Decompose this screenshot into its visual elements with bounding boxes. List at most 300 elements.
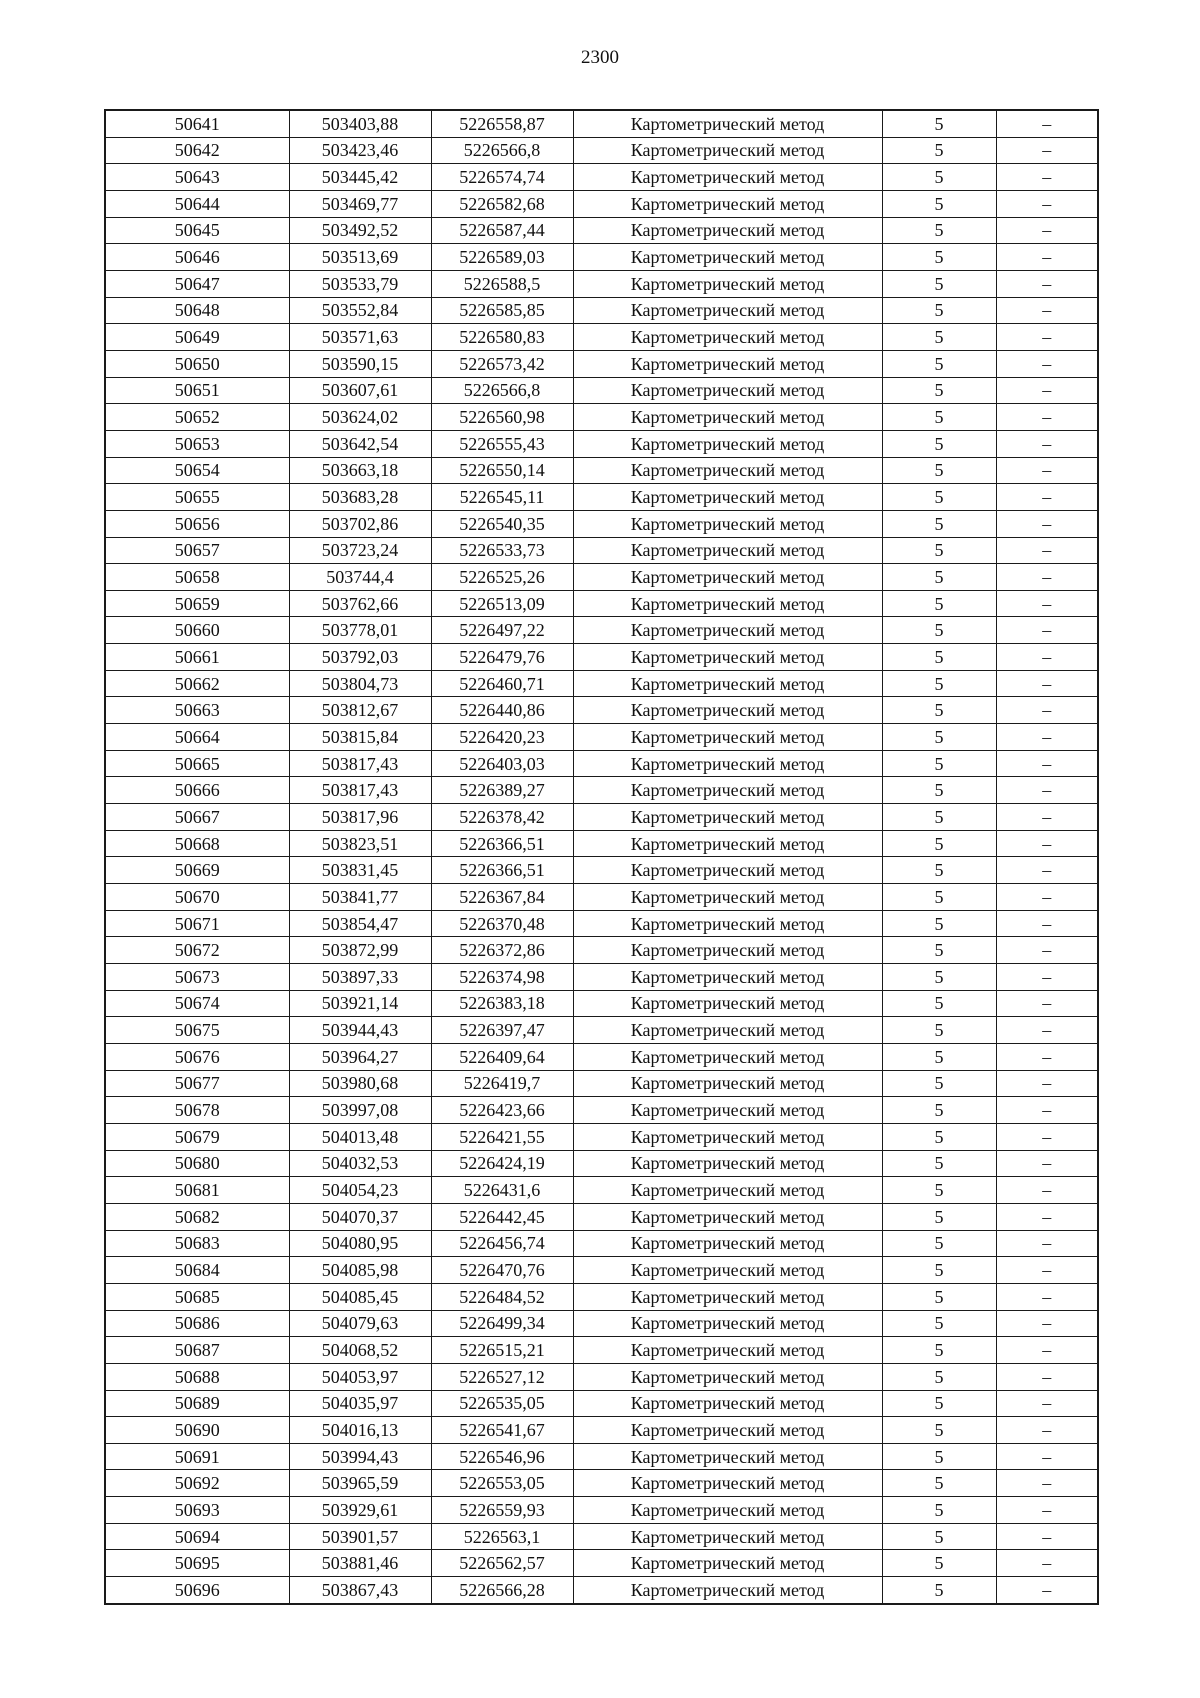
x-coordinate-cell: 504080,95: [289, 1230, 431, 1257]
table-row: [105, 1123, 1098, 1150]
coordinates-table-body: [105, 110, 1098, 1604]
method-cell: Картометрический метод: [573, 1097, 882, 1124]
point-number-cell: 50662: [105, 670, 289, 697]
x-coordinate-cell: 503841,77: [289, 884, 431, 911]
y-coordinate-cell: 5226470,76: [431, 1257, 573, 1284]
x-coordinate-cell: 503723,24: [289, 537, 431, 564]
method-cell: Картометрический метод: [573, 137, 882, 164]
description-cell: –: [996, 937, 1098, 964]
y-coordinate-cell: 5226585,85: [431, 297, 573, 324]
y-coordinate-cell: 5226484,52: [431, 1283, 573, 1310]
description-cell: –: [996, 564, 1098, 591]
description-cell: –: [996, 1203, 1098, 1230]
point-number-cell: 50677: [105, 1070, 289, 1097]
description-cell: –: [996, 857, 1098, 884]
x-coordinate-cell: 503980,68: [289, 1070, 431, 1097]
y-coordinate-cell: 5226574,74: [431, 164, 573, 191]
y-coordinate-cell: 5226499,34: [431, 1310, 573, 1337]
accuracy-cell: 5: [882, 990, 996, 1017]
x-coordinate-cell: 503815,84: [289, 724, 431, 751]
description-cell: –: [996, 510, 1098, 537]
table-row: [105, 1443, 1098, 1470]
x-coordinate-cell: 503831,45: [289, 857, 431, 884]
point-number-cell: 50669: [105, 857, 289, 884]
x-coordinate-cell: 503854,47: [289, 910, 431, 937]
table-row: [105, 297, 1098, 324]
method-cell: Картометрический метод: [573, 884, 882, 911]
accuracy-cell: 5: [882, 1017, 996, 1044]
table-row: [105, 990, 1098, 1017]
accuracy-cell: 5: [882, 1097, 996, 1124]
point-number-cell: 50659: [105, 590, 289, 617]
x-coordinate-cell: 503823,51: [289, 830, 431, 857]
point-number-cell: 50675: [105, 1017, 289, 1044]
description-cell: –: [996, 457, 1098, 484]
x-coordinate-cell: 503812,67: [289, 697, 431, 724]
method-cell: Картометрический метод: [573, 1523, 882, 1550]
table-row: [105, 1337, 1098, 1364]
y-coordinate-cell: 5226535,05: [431, 1390, 573, 1417]
accuracy-cell: 5: [882, 617, 996, 644]
table-row: [105, 270, 1098, 297]
description-cell: –: [996, 537, 1098, 564]
y-coordinate-cell: 5226550,14: [431, 457, 573, 484]
y-coordinate-cell: 5226546,96: [431, 1443, 573, 1470]
table-row: [105, 644, 1098, 671]
method-cell: Картометрический метод: [573, 590, 882, 617]
accuracy-cell: 5: [882, 830, 996, 857]
table-row: [105, 777, 1098, 804]
method-cell: Картометрический метод: [573, 1497, 882, 1524]
accuracy-cell: 5: [882, 1203, 996, 1230]
point-number-cell: 50682: [105, 1203, 289, 1230]
description-cell: –: [996, 1230, 1098, 1257]
y-coordinate-cell: 5226431,6: [431, 1177, 573, 1204]
y-coordinate-cell: 5226540,35: [431, 510, 573, 537]
table-row: [105, 1417, 1098, 1444]
accuracy-cell: 5: [882, 537, 996, 564]
table-row: [105, 1283, 1098, 1310]
point-number-cell: 50671: [105, 910, 289, 937]
coordinates-table: [104, 109, 1099, 1605]
method-cell: Картометрический метод: [573, 617, 882, 644]
accuracy-cell: 5: [882, 804, 996, 831]
x-coordinate-cell: 504068,52: [289, 1337, 431, 1364]
method-cell: Картометрический метод: [573, 190, 882, 217]
method-cell: Картометрический метод: [573, 1550, 882, 1577]
y-coordinate-cell: 5226366,51: [431, 830, 573, 857]
description-cell: –: [996, 1497, 1098, 1524]
method-cell: Картометрический метод: [573, 1443, 882, 1470]
x-coordinate-cell: 504079,63: [289, 1310, 431, 1337]
accuracy-cell: 5: [882, 1363, 996, 1390]
accuracy-cell: 5: [882, 1123, 996, 1150]
point-number-cell: 50685: [105, 1283, 289, 1310]
accuracy-cell: 5: [882, 457, 996, 484]
description-cell: –: [996, 404, 1098, 431]
x-coordinate-cell: 503445,42: [289, 164, 431, 191]
y-coordinate-cell: 5226545,11: [431, 484, 573, 511]
accuracy-cell: 5: [882, 377, 996, 404]
description-cell: –: [996, 1017, 1098, 1044]
table-row: [105, 1177, 1098, 1204]
x-coordinate-cell: 503867,43: [289, 1577, 431, 1604]
description-cell: –: [996, 1417, 1098, 1444]
y-coordinate-cell: 5226555,43: [431, 430, 573, 457]
page-number: 2300: [581, 47, 619, 68]
point-number-cell: 50670: [105, 884, 289, 911]
table-row: [105, 217, 1098, 244]
point-number-cell: 50653: [105, 430, 289, 457]
y-coordinate-cell: 5226587,44: [431, 217, 573, 244]
description-cell: –: [996, 270, 1098, 297]
accuracy-cell: 5: [882, 484, 996, 511]
accuracy-cell: 5: [882, 510, 996, 537]
description-cell: –: [996, 324, 1098, 351]
x-coordinate-cell: 504032,53: [289, 1150, 431, 1177]
description-cell: –: [996, 590, 1098, 617]
point-number-cell: 50684: [105, 1257, 289, 1284]
method-cell: Картометрический метод: [573, 270, 882, 297]
accuracy-cell: 5: [882, 244, 996, 271]
point-number-cell: 50650: [105, 350, 289, 377]
point-number-cell: 50644: [105, 190, 289, 217]
table-row: [105, 1550, 1098, 1577]
table-row: [105, 1043, 1098, 1070]
y-coordinate-cell: 5226515,21: [431, 1337, 573, 1364]
method-cell: Картометрический метод: [573, 457, 882, 484]
method-cell: Картометрический метод: [573, 1123, 882, 1150]
x-coordinate-cell: 503994,43: [289, 1443, 431, 1470]
method-cell: Картометрический метод: [573, 1283, 882, 1310]
accuracy-cell: 5: [882, 1390, 996, 1417]
description-cell: –: [996, 910, 1098, 937]
description-cell: –: [996, 1070, 1098, 1097]
table-row: [105, 724, 1098, 751]
accuracy-cell: 5: [882, 724, 996, 751]
point-number-cell: 50668: [105, 830, 289, 857]
point-number-cell: 50681: [105, 1177, 289, 1204]
accuracy-cell: 5: [882, 564, 996, 591]
table-row: [105, 964, 1098, 991]
point-number-cell: 50672: [105, 937, 289, 964]
x-coordinate-cell: 504013,48: [289, 1123, 431, 1150]
y-coordinate-cell: 5226527,12: [431, 1363, 573, 1390]
table-row: [105, 110, 1098, 137]
table-row: [105, 324, 1098, 351]
description-cell: –: [996, 964, 1098, 991]
x-coordinate-cell: 503702,86: [289, 510, 431, 537]
method-cell: Картометрический метод: [573, 1043, 882, 1070]
method-cell: Картометрический метод: [573, 377, 882, 404]
method-cell: Картометрический метод: [573, 164, 882, 191]
table-row: [105, 1070, 1098, 1097]
y-coordinate-cell: 5226409,64: [431, 1043, 573, 1070]
y-coordinate-cell: 5226562,57: [431, 1550, 573, 1577]
y-coordinate-cell: 5226403,03: [431, 750, 573, 777]
method-cell: Картометрический метод: [573, 830, 882, 857]
method-cell: Картометрический метод: [573, 350, 882, 377]
y-coordinate-cell: 5226573,42: [431, 350, 573, 377]
accuracy-cell: 5: [882, 590, 996, 617]
point-number-cell: 50666: [105, 777, 289, 804]
table-row: [105, 1310, 1098, 1337]
y-coordinate-cell: 5226560,98: [431, 404, 573, 431]
method-cell: Картометрический метод: [573, 804, 882, 831]
x-coordinate-cell: 504085,98: [289, 1257, 431, 1284]
x-coordinate-cell: 503624,02: [289, 404, 431, 431]
y-coordinate-cell: 5226372,86: [431, 937, 573, 964]
x-coordinate-cell: 503744,4: [289, 564, 431, 591]
method-cell: Картометрический метод: [573, 1017, 882, 1044]
table-row: [105, 1390, 1098, 1417]
description-cell: –: [996, 1523, 1098, 1550]
point-number-cell: 50667: [105, 804, 289, 831]
x-coordinate-cell: 503881,46: [289, 1550, 431, 1577]
method-cell: Картометрический метод: [573, 564, 882, 591]
table-row: [105, 1097, 1098, 1124]
description-cell: –: [996, 1257, 1098, 1284]
method-cell: Картометрический метод: [573, 990, 882, 1017]
point-number-cell: 50647: [105, 270, 289, 297]
x-coordinate-cell: 503571,63: [289, 324, 431, 351]
table-row: [105, 750, 1098, 777]
point-number-cell: 50657: [105, 537, 289, 564]
method-cell: Картометрический метод: [573, 1257, 882, 1284]
method-cell: Картометрический метод: [573, 724, 882, 751]
description-cell: –: [996, 1550, 1098, 1577]
table-row: [105, 617, 1098, 644]
x-coordinate-cell: 503964,27: [289, 1043, 431, 1070]
accuracy-cell: 5: [882, 217, 996, 244]
y-coordinate-cell: 5226566,28: [431, 1577, 573, 1604]
method-cell: Картометрический метод: [573, 697, 882, 724]
description-cell: –: [996, 137, 1098, 164]
table-row: [105, 404, 1098, 431]
table-row: [105, 537, 1098, 564]
method-cell: Картометрический метод: [573, 750, 882, 777]
description-cell: –: [996, 750, 1098, 777]
method-cell: Картометрический метод: [573, 1337, 882, 1364]
accuracy-cell: 5: [882, 697, 996, 724]
table-row: [105, 244, 1098, 271]
method-cell: Картометрический метод: [573, 1070, 882, 1097]
method-cell: Картометрический метод: [573, 537, 882, 564]
description-cell: –: [996, 217, 1098, 244]
x-coordinate-cell: 503590,15: [289, 350, 431, 377]
x-coordinate-cell: 503817,43: [289, 750, 431, 777]
description-cell: –: [996, 1443, 1098, 1470]
description-cell: –: [996, 697, 1098, 724]
x-coordinate-cell: 503897,33: [289, 964, 431, 991]
point-number-cell: 50663: [105, 697, 289, 724]
point-number-cell: 50660: [105, 617, 289, 644]
accuracy-cell: 5: [882, 910, 996, 937]
x-coordinate-cell: 503778,01: [289, 617, 431, 644]
description-cell: –: [996, 1097, 1098, 1124]
description-cell: –: [996, 1043, 1098, 1070]
table-row: [105, 937, 1098, 964]
description-cell: –: [996, 350, 1098, 377]
table-row: [105, 377, 1098, 404]
y-coordinate-cell: 5226419,7: [431, 1070, 573, 1097]
table-row: [105, 430, 1098, 457]
accuracy-cell: 5: [882, 1337, 996, 1364]
method-cell: Картометрический метод: [573, 857, 882, 884]
method-cell: Картометрический метод: [573, 297, 882, 324]
y-coordinate-cell: 5226533,73: [431, 537, 573, 564]
method-cell: Картометрический метод: [573, 404, 882, 431]
accuracy-cell: 5: [882, 1283, 996, 1310]
y-coordinate-cell: 5226541,67: [431, 1417, 573, 1444]
accuracy-cell: 5: [882, 297, 996, 324]
y-coordinate-cell: 5226366,51: [431, 857, 573, 884]
description-cell: –: [996, 724, 1098, 751]
point-number-cell: 50658: [105, 564, 289, 591]
y-coordinate-cell: 5226588,5: [431, 270, 573, 297]
y-coordinate-cell: 5226367,84: [431, 884, 573, 911]
accuracy-cell: 5: [882, 1043, 996, 1070]
point-number-cell: 50642: [105, 137, 289, 164]
accuracy-cell: 5: [882, 404, 996, 431]
y-coordinate-cell: 5226553,05: [431, 1470, 573, 1497]
point-number-cell: 50679: [105, 1123, 289, 1150]
accuracy-cell: 5: [882, 777, 996, 804]
description-cell: –: [996, 670, 1098, 697]
point-number-cell: 50641: [105, 110, 289, 137]
accuracy-cell: 5: [882, 644, 996, 671]
accuracy-cell: 5: [882, 964, 996, 991]
accuracy-cell: 5: [882, 1310, 996, 1337]
point-number-cell: 50664: [105, 724, 289, 751]
point-number-cell: 50646: [105, 244, 289, 271]
x-coordinate-cell: 503533,79: [289, 270, 431, 297]
y-coordinate-cell: 5226497,22: [431, 617, 573, 644]
y-coordinate-cell: 5226513,09: [431, 590, 573, 617]
accuracy-cell: 5: [882, 1523, 996, 1550]
accuracy-cell: 5: [882, 1150, 996, 1177]
accuracy-cell: 5: [882, 137, 996, 164]
table-row: [105, 910, 1098, 937]
y-coordinate-cell: 5226423,66: [431, 1097, 573, 1124]
description-cell: –: [996, 777, 1098, 804]
point-number-cell: 50656: [105, 510, 289, 537]
point-number-cell: 50655: [105, 484, 289, 511]
description-cell: –: [996, 1363, 1098, 1390]
method-cell: Картометрический метод: [573, 1577, 882, 1604]
y-coordinate-cell: 5226580,83: [431, 324, 573, 351]
description-cell: –: [996, 804, 1098, 831]
table-row: [105, 697, 1098, 724]
point-number-cell: 50649: [105, 324, 289, 351]
x-coordinate-cell: 503804,73: [289, 670, 431, 697]
point-number-cell: 50648: [105, 297, 289, 324]
x-coordinate-cell: 503944,43: [289, 1017, 431, 1044]
x-coordinate-cell: 503817,43: [289, 777, 431, 804]
description-cell: –: [996, 110, 1098, 137]
method-cell: Картометрический метод: [573, 1417, 882, 1444]
description-cell: –: [996, 430, 1098, 457]
x-coordinate-cell: 503929,61: [289, 1497, 431, 1524]
y-coordinate-cell: 5226456,74: [431, 1230, 573, 1257]
point-number-cell: 50645: [105, 217, 289, 244]
y-coordinate-cell: 5226389,27: [431, 777, 573, 804]
method-cell: Картометрический метод: [573, 1363, 882, 1390]
y-coordinate-cell: 5226563,1: [431, 1523, 573, 1550]
point-number-cell: 50643: [105, 164, 289, 191]
y-coordinate-cell: 5226374,98: [431, 964, 573, 991]
method-cell: Картометрический метод: [573, 1470, 882, 1497]
y-coordinate-cell: 5226589,03: [431, 244, 573, 271]
description-cell: –: [996, 484, 1098, 511]
description-cell: –: [996, 1177, 1098, 1204]
x-coordinate-cell: 503492,52: [289, 217, 431, 244]
x-coordinate-cell: 503403,88: [289, 110, 431, 137]
accuracy-cell: 5: [882, 164, 996, 191]
method-cell: Картометрический метод: [573, 1203, 882, 1230]
description-cell: –: [996, 1390, 1098, 1417]
table-row: [105, 1017, 1098, 1044]
x-coordinate-cell: 503921,14: [289, 990, 431, 1017]
point-number-cell: 50693: [105, 1497, 289, 1524]
description-cell: –: [996, 1123, 1098, 1150]
y-coordinate-cell: 5226558,87: [431, 110, 573, 137]
description-cell: –: [996, 830, 1098, 857]
method-cell: Картометрический метод: [573, 324, 882, 351]
y-coordinate-cell: 5226559,93: [431, 1497, 573, 1524]
description-cell: –: [996, 1310, 1098, 1337]
x-coordinate-cell: 504053,97: [289, 1363, 431, 1390]
y-coordinate-cell: 5226397,47: [431, 1017, 573, 1044]
accuracy-cell: 5: [882, 1177, 996, 1204]
method-cell: Картометрический метод: [573, 937, 882, 964]
point-number-cell: 50691: [105, 1443, 289, 1470]
method-cell: Картометрический метод: [573, 777, 882, 804]
method-cell: Картометрический метод: [573, 910, 882, 937]
table-row: [105, 1577, 1098, 1604]
x-coordinate-cell: 503872,99: [289, 937, 431, 964]
y-coordinate-cell: 5226378,42: [431, 804, 573, 831]
method-cell: Картометрический метод: [573, 430, 882, 457]
accuracy-cell: 5: [882, 1230, 996, 1257]
y-coordinate-cell: 5226566,8: [431, 137, 573, 164]
accuracy-cell: 5: [882, 1443, 996, 1470]
table-row: [105, 804, 1098, 831]
point-number-cell: 50686: [105, 1310, 289, 1337]
method-cell: Картометрический метод: [573, 1310, 882, 1337]
description-cell: –: [996, 1150, 1098, 1177]
point-number-cell: 50673: [105, 964, 289, 991]
x-coordinate-cell: 504085,45: [289, 1283, 431, 1310]
accuracy-cell: 5: [882, 1070, 996, 1097]
x-coordinate-cell: 503792,03: [289, 644, 431, 671]
table-row: [105, 137, 1098, 164]
y-coordinate-cell: 5226383,18: [431, 990, 573, 1017]
table-row: [105, 164, 1098, 191]
y-coordinate-cell: 5226424,19: [431, 1150, 573, 1177]
y-coordinate-cell: 5226440,86: [431, 697, 573, 724]
method-cell: Картометрический метод: [573, 510, 882, 537]
accuracy-cell: 5: [882, 1257, 996, 1284]
description-cell: –: [996, 377, 1098, 404]
table-row: [105, 1523, 1098, 1550]
accuracy-cell: 5: [882, 110, 996, 137]
accuracy-cell: 5: [882, 1577, 996, 1604]
accuracy-cell: 5: [882, 857, 996, 884]
description-cell: –: [996, 190, 1098, 217]
y-coordinate-cell: 5226479,76: [431, 644, 573, 671]
description-cell: –: [996, 1577, 1098, 1604]
